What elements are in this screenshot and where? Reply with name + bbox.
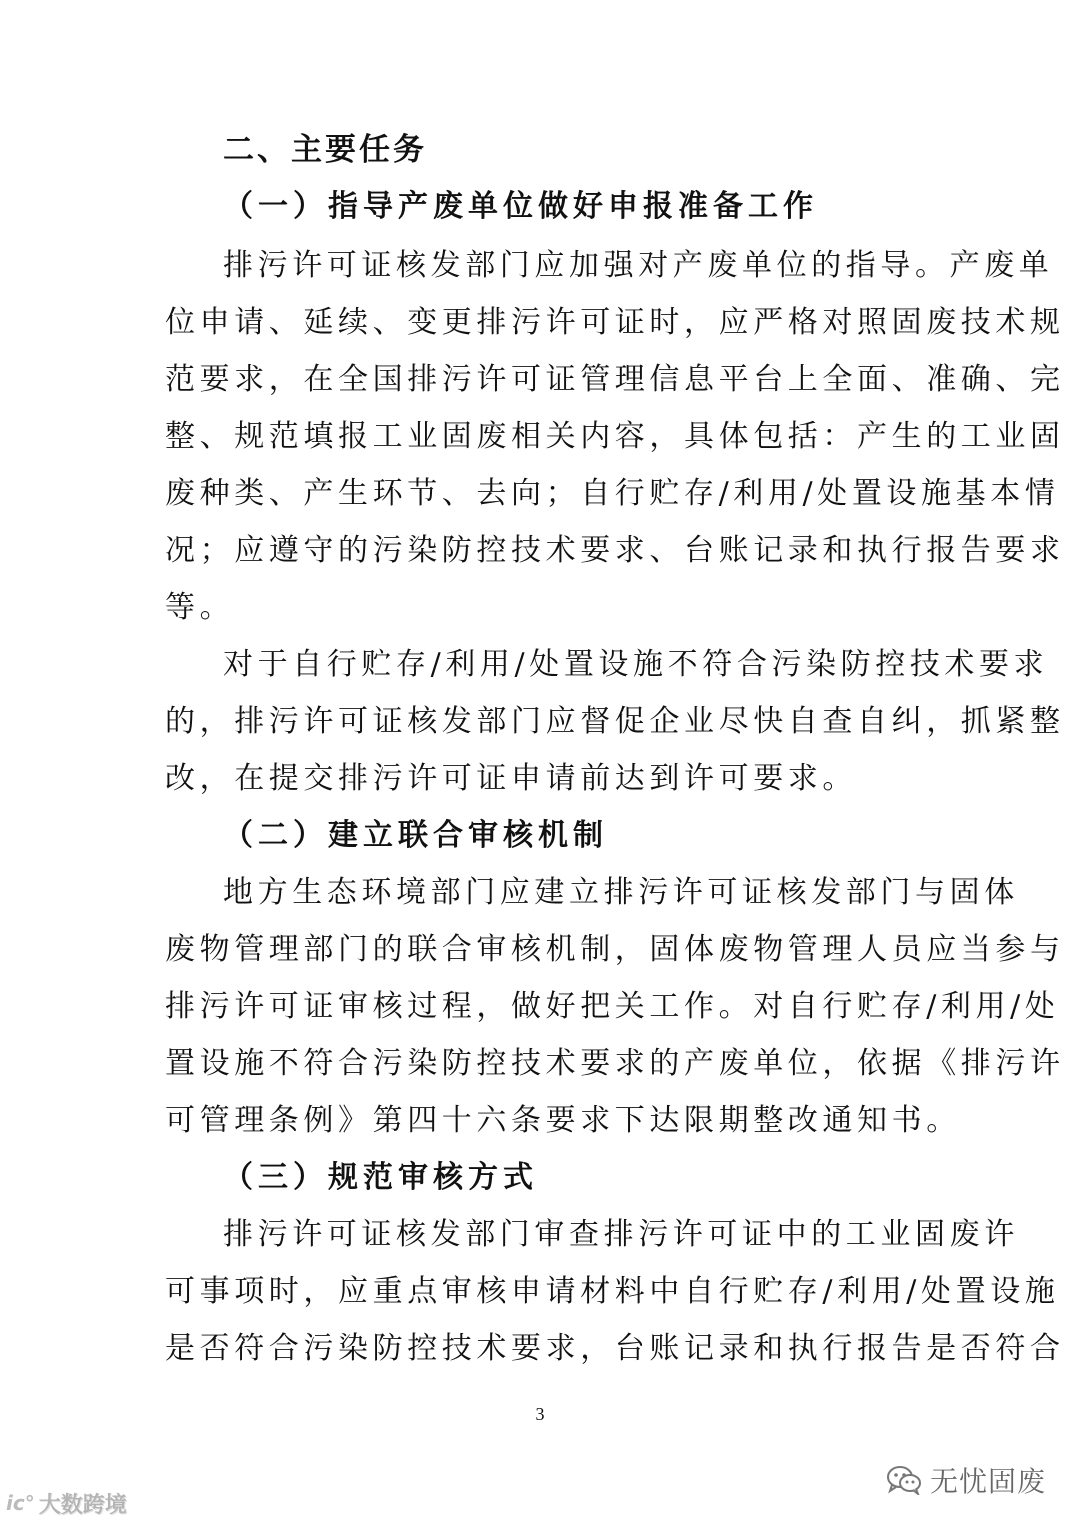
paragraph-line: 是否符合污染防控技术要求，台账记录和执行报告是否符合 <box>165 1331 1065 1366</box>
watermark-left <box>6 1486 127 1520</box>
paragraph-line: 可管理条例》第四十六条要求下达限期整改通知书。 <box>165 1103 961 1138</box>
paragraph-line: 可事项时，应重点审核申请材料中自行贮存/利用/处置设施 <box>165 1274 1060 1309</box>
brand-logo-mark: ic° <box>6 1491 35 1515</box>
paragraph-line: 整、规范填报工业固废相关内容，具体包括：产生的工业固 <box>165 419 1065 454</box>
paragraph-line: 范要求，在全国排污许可证管理信息平台上全面、准确、完 <box>165 362 1065 397</box>
paragraph-line: 置设施不符合污染防控技术要求的产废单位，依据《排污许 <box>165 1046 1065 1081</box>
paragraph-line: 改，在提交排污许可证申请前达到许可要求。 <box>165 761 857 796</box>
paragraph-line: 况；应遵守的污染防控技术要求、台账记录和执行报告要求 <box>165 533 1065 568</box>
paragraph-line: 对于自行贮存/利用/处置设施不符合污染防控技术要求 <box>223 647 1049 682</box>
paragraph-line: 位申请、延续、变更排污许可证时，应严格对照固废技术规 <box>165 305 1065 340</box>
wechat-icon <box>886 1465 922 1495</box>
paragraph-line: 的，排污许可证核发部门应督促企业尽快自查自纠，抓紧整 <box>165 704 1065 739</box>
paragraph-line: 等。 <box>165 590 235 625</box>
watermark-right-text: 无忧固废 <box>929 1465 1046 1498</box>
paragraph-line: 废种类、产生环节、去向；自行贮存/利用/处置设施基本情 <box>165 476 1060 511</box>
subsection-1-title: （一）指导产废单位做好申报准备工作 <box>223 189 818 224</box>
paragraph-line: 排污许可证核发部门审查排污许可证中的工业固废许 <box>223 1217 1019 1252</box>
subsection-2-title: （二）建立联合审核机制 <box>223 818 608 853</box>
section-title: 二、主要任务 <box>223 132 427 168</box>
paragraph-line: 地方生态环境部门应建立排污许可证核发部门与固体 <box>223 875 1019 910</box>
paragraph-line: 废物管理部门的联合审核机制，固体废物管理人员应当参与 <box>165 932 1065 967</box>
page-number: 3 <box>535 1404 545 1424</box>
paragraph-line: 排污许可证核发部门应加强对产废单位的指导。产废单 <box>223 248 1054 283</box>
subsection-3-title: （三）规范审核方式 <box>223 1160 538 1195</box>
watermark-right <box>886 1458 1046 1502</box>
watermark-left-text: 大数跨境 <box>38 1492 127 1518</box>
paragraph-line: 排污许可证审核过程，做好把关工作。对自行贮存/利用/处 <box>165 989 1060 1024</box>
